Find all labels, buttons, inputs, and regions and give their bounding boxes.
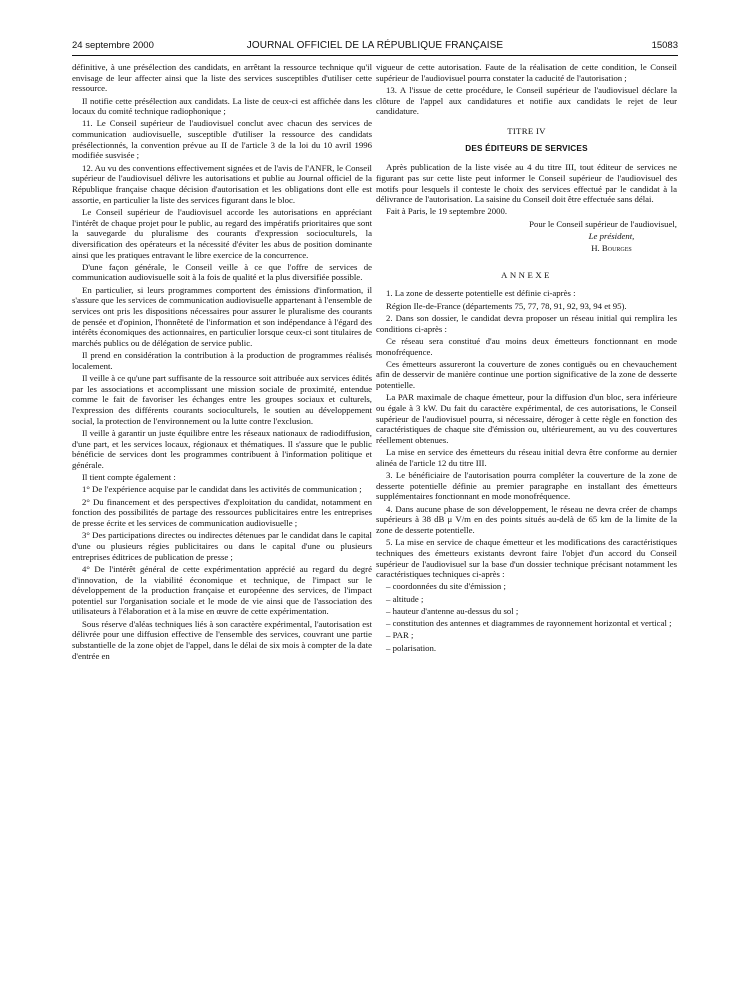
left-column (72, 62, 372, 663)
signature-name: H. Bourges (591, 243, 632, 254)
annexe-paragraph: 5. La mise en service de chaque émetteur et les modifications des caractéristiques techniques des émetteurs existants devront faire l'objet d'un accord du Conseil supérieur de l'audiovisuel sur la base d'un dossier technique précisant notamment les caractéristiques techniques ci-après : (376, 537, 677, 580)
annexe-paragraph: La PAR maximale de chaque émetteur, pour la diffusion d'un bloc, sera inférieure ou égale à 3 kW. Du fait du caractère expérimental, de ces autorisations, le Conseil supérieur de l'audiovisuel pourra, si nécessaire, déroger à cette règle en fonction des caractéristiques de chaque site d'émission ou, ultérieurement, au vu des couvertures réellement obtenues. (376, 392, 677, 445)
annexe-paragraph: Région Ile-de-France (départements 75, 77, 78, 91, 92, 93, 94 et 95). (386, 300, 627, 311)
section-heading: DES ÉDITEURS DE SERVICES (465, 143, 588, 153)
publication-date: 24 septembre 2000 (72, 40, 154, 51)
header-rule (72, 55, 678, 56)
paragraph: En particulier, si leurs programmes comportent des émissions d'information, il s'assure que les services de communication audiovisuelle appartenant à l'ensemble de services ont pris les dispositions nécessaires pour assurer le pluralisme des courants de pensée et d'opinion, l'honnêteté de l'information et son indépendance à l'égard des intérêts économiques des actionnaires, en particulier lorsque ceux-ci sont titulaires de marchés publics ou de délégation de service public. (72, 284, 372, 348)
list-item: – coordonnées du site d'émission ; (386, 581, 506, 592)
annexe-paragraph: La mise en service des émetteurs du réseau initial devra être conforme au dernier alinéa de l'article 12 du titre III. (376, 447, 677, 468)
journal-title: JOURNAL OFFICIEL DE LA RÉPUBLIQUE FRANÇAISE (246, 40, 504, 51)
paragraph: 2° Du financement et des perspectives d'exploitation du candidat, notamment en fonction des possibilités de partage des ressources publicitaires entre les entreprises de presse écrite et les services de communication audiovisuelle ; (72, 496, 372, 529)
paragraph: Sous réserve d'aléas techniques liés à son caractère expérimental, l'autorisation est délivrée pour une diffusion effective de l'ensemble des services, couvrant une partie substantielle de la zone objet de l'appel, dans le délai de six mois à compter de la date d'entrée en (72, 618, 372, 661)
paragraph: vigueur de cette autorisation. Faute de la réalisation de cette condition, le Conseil supérieur de l'audiovisuel pourra constater la caducité de l'autorisation ; (376, 62, 677, 83)
right-column (376, 62, 677, 655)
paragraph: 4° De l'intérêt général de cette expérimentation apprécié au regard du degré d'innovation, de la viabilité économique et technique, de l'impact sur le développement de la production française et européenne des services, de l'impact potentiel sur l'organisation sociale et le mode de vie ainsi que de l'association des utilisateurs à l'élaboration et à la mise en œuvre de cette expérimentation. (72, 563, 372, 617)
paragraph: 12. Au vu des conventions effectivement signées et de l'avis de l'ANFR, le Conseil supérieur de l'audiovisuel délivre les autorisations et publie au Journal officiel de la République française chaque décision d'autorisation et les obligations dont elle est assortie, en particulier la liste des services figurant dans le bloc. (72, 162, 372, 205)
annexe-paragraph: 1. La zone de desserte potentielle est définie ci-après : (386, 288, 576, 299)
signature-line: Pour le Conseil supérieur de l'audiovisuel, (529, 218, 677, 229)
done-at-paris: Fait à Paris, le 19 septembre 2000. (386, 206, 508, 217)
paragraph: 11. Le Conseil supérieur de l'audiovisuel conclut avec chacun des services de communication audiovisuelle, susceptible d'utiliser la ressource des candidats présélectionnés, la convention prévue au II de l'article 3 de la loi du 10 avril 1996 modifiée susvisée ; (72, 118, 372, 161)
annexe-paragraph: 2. Dans son dossier, le candidat devra proposer un réseau initial qui remplira les conditions ci-après : (376, 312, 677, 334)
paragraph: 13. A l'issue de cette procédure, le Conseil supérieur de l'audiovisuel déclare la clôture de l'appel aux candidatures et notifie aux candidats le rejet de leur candidature. (376, 84, 677, 117)
list-item: – polarisation. (386, 642, 437, 653)
paragraph: D'une façon générale, le Conseil veille à ce que l'offre de services de communication audiovisuelle soit à la fois de qualité et la plus diversifiée possible. (72, 261, 372, 283)
paragraph: Il veille à ce qu'une part suffisante de la ressource soit attribuée aux services édités par les associations et accomplissant une mission sociale de proximité, entendue comme le fait de favoriser les échanges entre les groupes sociaux et culturels, l'expression des différents courants socioculturels, le soutien au développement social, la protection de l'environnement ou la lutte contre l'exclusion. (72, 373, 372, 426)
titre-heading: TITRE IV (507, 125, 546, 136)
paragraph: Il prend en considération la contribution à la production de programmes réalisés localement. (72, 350, 372, 371)
list-item: – altitude ; (386, 593, 424, 604)
list-item: – PAR ; (386, 630, 414, 641)
list-item: – hauteur d'antenne au-dessus du sol ; (386, 605, 519, 616)
paragraph: Il notifie cette présélection aux candidats. La liste de ceux-ci est affichée dans les locaux du comité technique radiophonique ; (72, 95, 372, 117)
annexe-paragraph: 3. Le bénéficiaire de l'autorisation pourra compléter la couverture de la zone de desserte potentielle définie au premier paragraphe en installant des émetteurs supplémentaires fonctionnant en mode monofréquence. (376, 470, 677, 502)
paragraph: Après publication de la liste visée au 4 du titre III, tout éditeur de services ne figurant pas sur cette liste peut informer le Conseil supérieur de l'audiovisuel des motifs pour lesquels il conteste le choix des services effectué par le candidat à la délivrance de l'autorisation. La saisine du Conseil doit être effectuée sans délai. (376, 162, 677, 205)
paragraph: Le Conseil supérieur de l'audiovisuel accorde les autorisations en appréciant l'intérêt de chaque projet pour le public, au regard des impératifs prioritaires que sont la sauvegarde du pluralisme des courants d'expression socioculturels, la diversification des opérateurs et la nécessité d'éviter les abus de position dominante ainsi que les pratiques entravant le libre exercice de la concurrence. (72, 206, 372, 260)
paragraph: Il veille à garantir un juste équilibre entre les réseaux nationaux de radiodiffusion, d'une part, et les services locaux, régionaux et thématiques. Il s'assure que le public bénéficie de services dont les programmes contribuent à l'information politique et générale. (72, 428, 372, 470)
annexe-heading: ANNEXE (501, 269, 552, 280)
page-header (72, 40, 678, 54)
paragraph: 1° De l'expérience acquise par le candidat dans les activités de communication ; (82, 484, 362, 495)
list-item: – constitution des antennes et diagrammes de rayonnement horizontal et vertical ; (386, 618, 672, 629)
annexe-paragraph: Ce réseau sera constitué d'au moins deux émetteurs fonctionnant en mode monofréquence. (376, 335, 677, 357)
page-number: 15083 (651, 40, 678, 51)
paragraph: Il tient compte également : (82, 472, 176, 483)
annexe-paragraph: 4. Dans aucune phase de son développement, le réseau ne devra créer de champs supérieurs à 38 dB μ V/m en des points situés au-delà de 65 km de la limite de la zone de desserte potentielle. (376, 503, 677, 535)
paragraph: 3° Des participations directes ou indirectes détenues par le candidat dans le capital d'une ou plusieurs régies publicitaires ou dans le capital d'une ou plusieurs entreprises éditrices de publication de presse ; (72, 530, 372, 562)
paragraph: définitive, à une présélection des candidats, en arrêtant la ressource technique qu'il envisage de leur affecter ainsi que la liste des services susceptibles d'utiliser cette ressource. (72, 62, 372, 94)
signature-role: Le président, (588, 230, 635, 241)
annexe-paragraph: Ces émetteurs assureront la couverture de zones contiguës ou en chevauchement afin de desservir de manière continue une portion significative de la zone de desserte potentielle. (376, 358, 677, 391)
